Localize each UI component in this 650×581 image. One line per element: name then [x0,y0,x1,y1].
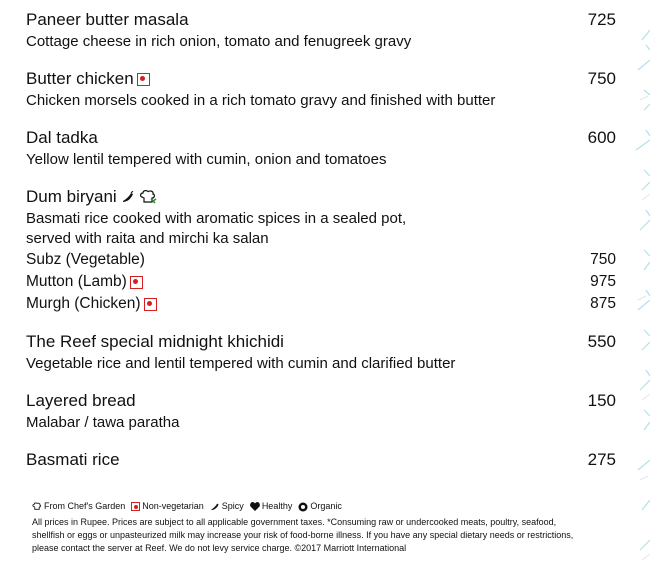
menu-list [26,8,616,487]
item-price: 550 [587,332,616,351]
legend-label: Non-vegetarian [142,501,204,511]
item-description: Yellow lentil tempered with cumin, onion and tomatoes [26,151,387,168]
legend-icons [32,500,592,513]
non-veg-icon [130,276,143,289]
item-description: Vegetable rice and lentil tempered with cumin and clarified butter [26,355,456,372]
item-name: Butter chicken [26,69,134,88]
item-price: 600 [587,128,616,147]
sub-item-name-row [26,271,143,293]
sub-item [26,293,616,315]
item-description: Cottage cheese in rich onion, tomato and fenugreek gravy [26,33,412,50]
non-veg-icon [131,502,140,511]
menu-item [26,330,616,374]
menu-item [26,67,616,111]
menu-item [26,126,616,170]
item-description: Chicken morsels cooked in a rich tomato gravy and finished with butter [26,92,496,109]
spicy-icon [121,191,135,203]
sub-item-name: Subz (Vegetable) [26,251,145,268]
menu-item [26,448,616,472]
item-description: served with raita and mirchi ka salan [26,230,269,247]
menu-item [26,8,616,52]
sub-item-name-row [26,293,157,315]
item-description: Basmati rice cooked with aromatic spices in a sealed pot, [26,210,407,227]
menu-item [26,185,616,315]
legend-healthy [250,500,293,513]
legend-label: Organic [310,501,342,511]
item-name-row [26,185,157,209]
item-description: Malabar / tawa paratha [26,414,180,431]
legend-chef-garden [32,500,125,513]
sub-item-name: Murgh (Chicken) [26,295,141,312]
item-name: The Reef special midnight khichidi [26,332,284,351]
disclaimer-line: All prices in Rupee. Prices are subject to all applicable government taxes. *Consuming raw or undercooked meats, poultry, seafood, [32,517,557,527]
spicy-icon [210,502,220,511]
chef-garden-icon [32,502,42,511]
item-name: Layered bread [26,391,136,410]
item-name: Basmati rice [26,450,120,469]
disclaimer-line: please contact the server at Reef. We do not levy service charge. ©2017 Marriott International [32,543,407,553]
chef-garden-icon [139,189,157,205]
sub-item [26,249,616,271]
legend-spicy [210,500,244,513]
sub-item-price: 750 [590,251,616,268]
legend-organic [298,500,342,513]
item-name: Dal tadka [26,128,98,147]
sub-item-name: Mutton (Lamb) [26,273,127,290]
non-veg-icon [144,298,157,311]
item-name-row [26,67,150,91]
disclaimer-line: shellfish or eggs or unpasteurized milk may increase your risk of food-borne illness. If you have any special dietary needs or restrictions, [32,530,574,540]
organic-icon [298,502,308,512]
decorative-border [620,0,650,581]
item-price: 725 [587,10,616,29]
heart-icon [250,502,260,511]
item-name: Dum biryani [26,187,117,206]
non-veg-icon [137,73,150,86]
sub-item-price: 975 [590,273,616,290]
legend [32,500,592,555]
legend-nonveg [131,500,204,513]
sub-item [26,271,616,293]
legend-label: From Chef's Garden [44,501,126,511]
menu-item [26,389,616,433]
item-price: 150 [587,391,616,410]
sub-item-price: 875 [590,295,616,312]
legend-label: Healthy [261,501,293,511]
item-price: 275 [587,450,616,469]
item-name: Paneer butter masala [26,10,189,29]
item-price: 750 [587,69,616,88]
legend-label: Spicy [221,501,244,511]
